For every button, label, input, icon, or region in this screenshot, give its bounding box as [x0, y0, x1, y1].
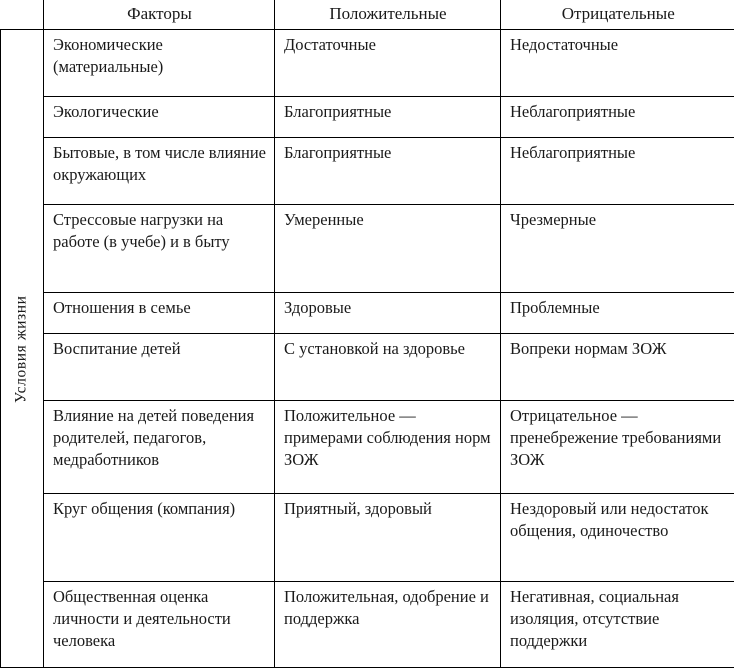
table-row [1, 205, 734, 293]
cell-positive: Положительное — примерами соблюдения норм ЗОЖ [275, 401, 501, 494]
cell-negative: Неблагоприятные [501, 97, 734, 138]
table-row [1, 97, 734, 138]
rubric-column-cell [1, 30, 44, 668]
cell-negative: Отрицательное — пренебрежение требованиями ЗОЖ [501, 401, 734, 494]
cell-positive: С установкой на здоровье [275, 334, 501, 401]
cell-positive: Достаточные [275, 30, 501, 97]
table-row [1, 494, 734, 582]
rubric-rotator [1, 30, 43, 667]
table-row [1, 582, 734, 668]
cell-factor: Общественная оценка личности и деятельности человека [44, 582, 275, 668]
cell-negative: Недостаточные [501, 30, 734, 97]
cell-factor: Круг общения (компания) [44, 494, 275, 582]
table-row [1, 293, 734, 334]
table-header [1, 0, 734, 30]
table-body [1, 30, 734, 668]
cell-positive: Приятный, здоровый [275, 494, 501, 582]
header-row [1, 0, 734, 30]
table-row [1, 30, 734, 97]
header-cell-positive: Положительные [275, 0, 501, 30]
table-row [1, 138, 734, 205]
cell-negative: Неблагоприятные [501, 138, 734, 205]
header-cell-rubric [1, 0, 44, 30]
cell-factor: Воспитание детей [44, 334, 275, 401]
cell-positive: Здоровые [275, 293, 501, 334]
rubric-label: Условия жизни [12, 295, 32, 403]
cell-negative: Нездоровый или недостаток общения, одиночество [501, 494, 734, 582]
header-cell-factors: Факторы [44, 0, 275, 30]
cell-positive: Благоприятные [275, 138, 501, 205]
table-row [1, 401, 734, 494]
cell-factor: Экологические [44, 97, 275, 138]
cell-negative: Негативная, социальная изоляция, отсутствие поддержки [501, 582, 734, 668]
cell-negative: Проблемные [501, 293, 734, 334]
header-cell-negative: Отрицательные [501, 0, 734, 30]
cell-factor: Бытовые, в том числе влияние окружающих [44, 138, 275, 205]
cell-negative: Чрезмерные [501, 205, 734, 293]
cell-positive: Умеренные [275, 205, 501, 293]
cell-factor: Отношения в семье [44, 293, 275, 334]
cell-positive: Положительная, одобрение и поддержка [275, 582, 501, 668]
cell-factor: Стрессовые нагрузки на работе (в учебе) и в быту [44, 205, 275, 293]
table-row [1, 334, 734, 401]
cell-factor: Влияние на детей поведения родителей, педагогов, медработников [44, 401, 275, 494]
cell-factor: Экономические (материальные) [44, 30, 275, 97]
cell-positive: Благоприятные [275, 97, 501, 138]
cell-negative: Вопреки нормам ЗОЖ [501, 334, 734, 401]
